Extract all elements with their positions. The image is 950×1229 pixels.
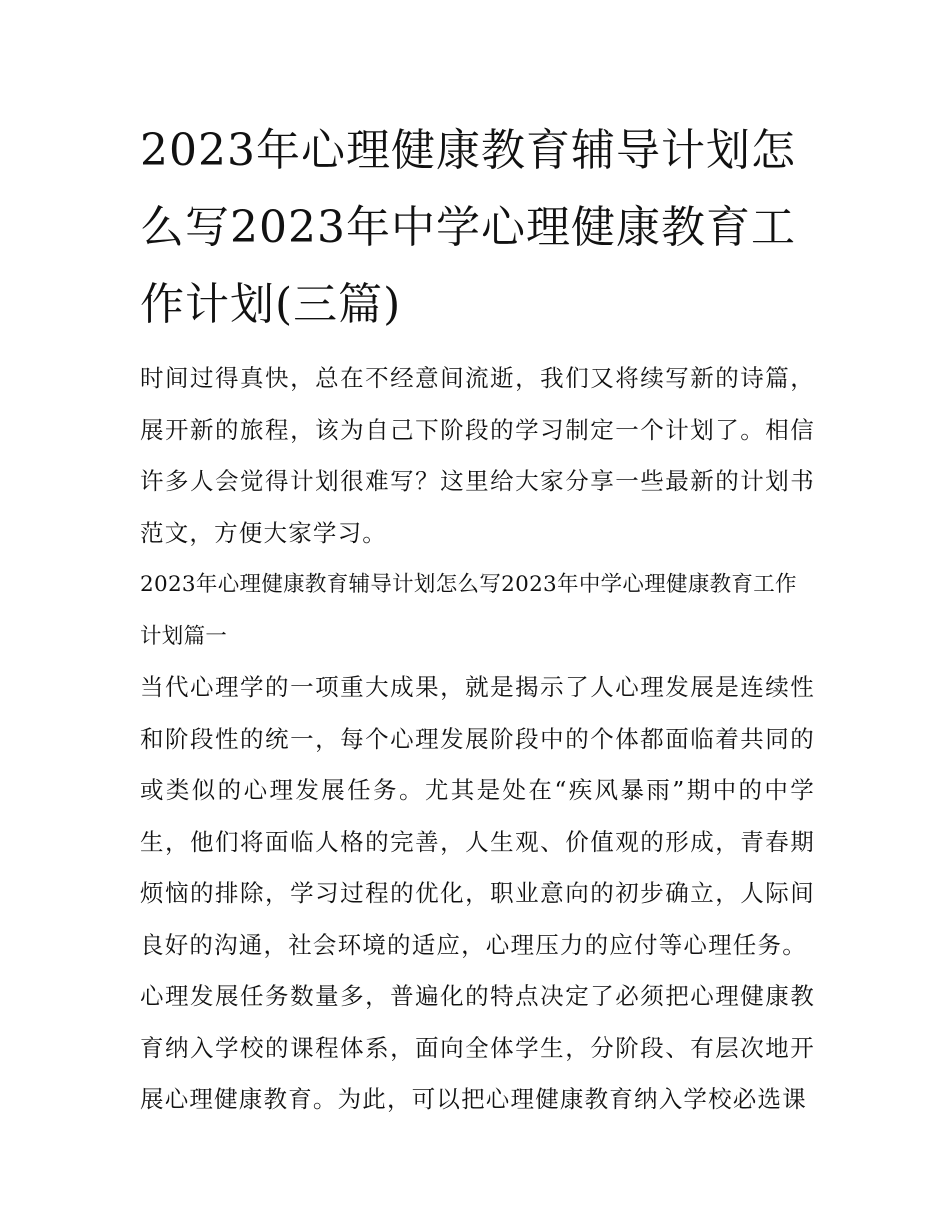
- body-paragraph-2: 心理发展任务数量多，普遍化的特点决定了必须把心理健康教育纳入学校的课程体系，面向全体学生，分阶段、有层次地开展心理健康教育。为此，可以把心理健康教育纳入学校必选课: [140, 982, 815, 1113]
- section-heading: 2023年心理健康教育辅导计划怎么写2023年中学心理健康教育工作计划篇一: [140, 572, 797, 649]
- document-page: [140, 112, 815, 1126]
- intro-paragraph: 时间过得真快，总在不经意间流逝，我们又将续写新的诗篇，展开新的旅程，该为自己下阶段的学习制定一个计划了。相信许多人会觉得计划很难写？这里给大家分享一些最新的计划书范文，方便大家学习。: [140, 364, 815, 547]
- document-title: 2023年心理健康教育辅导计划怎么写2023年中学心理健康教育工作计划(三篇): [140, 125, 796, 330]
- body-paragraph-1: 当代心理学的一项重大成果，就是揭示了人心理发展是连续性和阶段性的统一，每个心理发展阶段中的个体都面临着共同的或类似的心理发展任务。尤其是处在“疾风暴雨”期中的中学生，他们将面临人格的完善，人生观、价值观的形成，青春期烦恼的排除，学习过程的优化，职业意向的初步确立，人际间良好的沟通，社会环境的适应，心理压力的应付等心理任务。: [140, 673, 815, 959]
